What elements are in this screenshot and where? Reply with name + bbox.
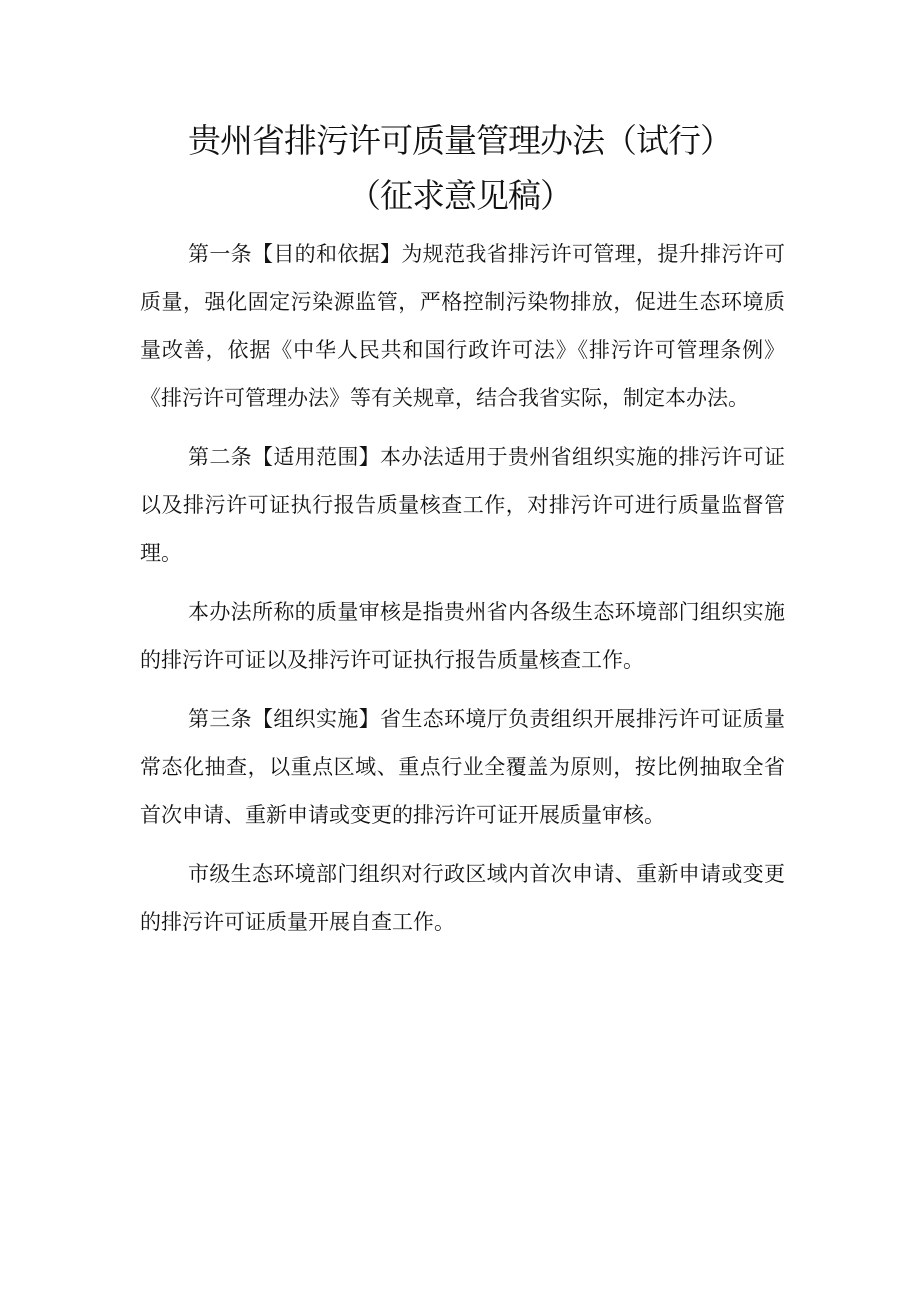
document-body [140,230,785,957]
article-2-definition: 本办法所称的质量审核是指贵州省内各级生态环境部门组织实施的排污许可证以及排污许可证执行报告质量核查工作。 [140,600,785,672]
article-3-municipal: 市级生态环境部门组织对行政区域内首次申请、重新申请或变更的排污许可证质量开展自查工作。 [140,862,785,934]
document-title: 贵州省排污许可质量管理办法（试行） [188,121,732,160]
article-3-organization: 第三条【组织实施】省生态环境厅负责组织开展排污许可证质量常态化抽查，以重点区域、重点行业全覆盖为原则，按比例抽取全省首次申请、重新申请或变更的排污许可证开展质量审核。 [140,707,785,827]
document-subtitle: （征求意见稿） [348,176,572,215]
article-2-scope: 第二条【适用范围】本办法适用于贵州省组织实施的排污许可证以及排污许可证执行报告质量核查工作，对排污许可进行质量监督管理。 [140,445,785,565]
article-1-purpose: 第一条【目的和依据】为规范我省排污许可管理，提升排污许可质量，强化固定污染源监管，严格控制污染物排放，促进生态环境质量改善，依据《中华人民共和国行政许可法》《排污许可管理条例》《排污许可管理办法》等有关规章，结合我省实际，制定本办法。 [140,242,785,410]
